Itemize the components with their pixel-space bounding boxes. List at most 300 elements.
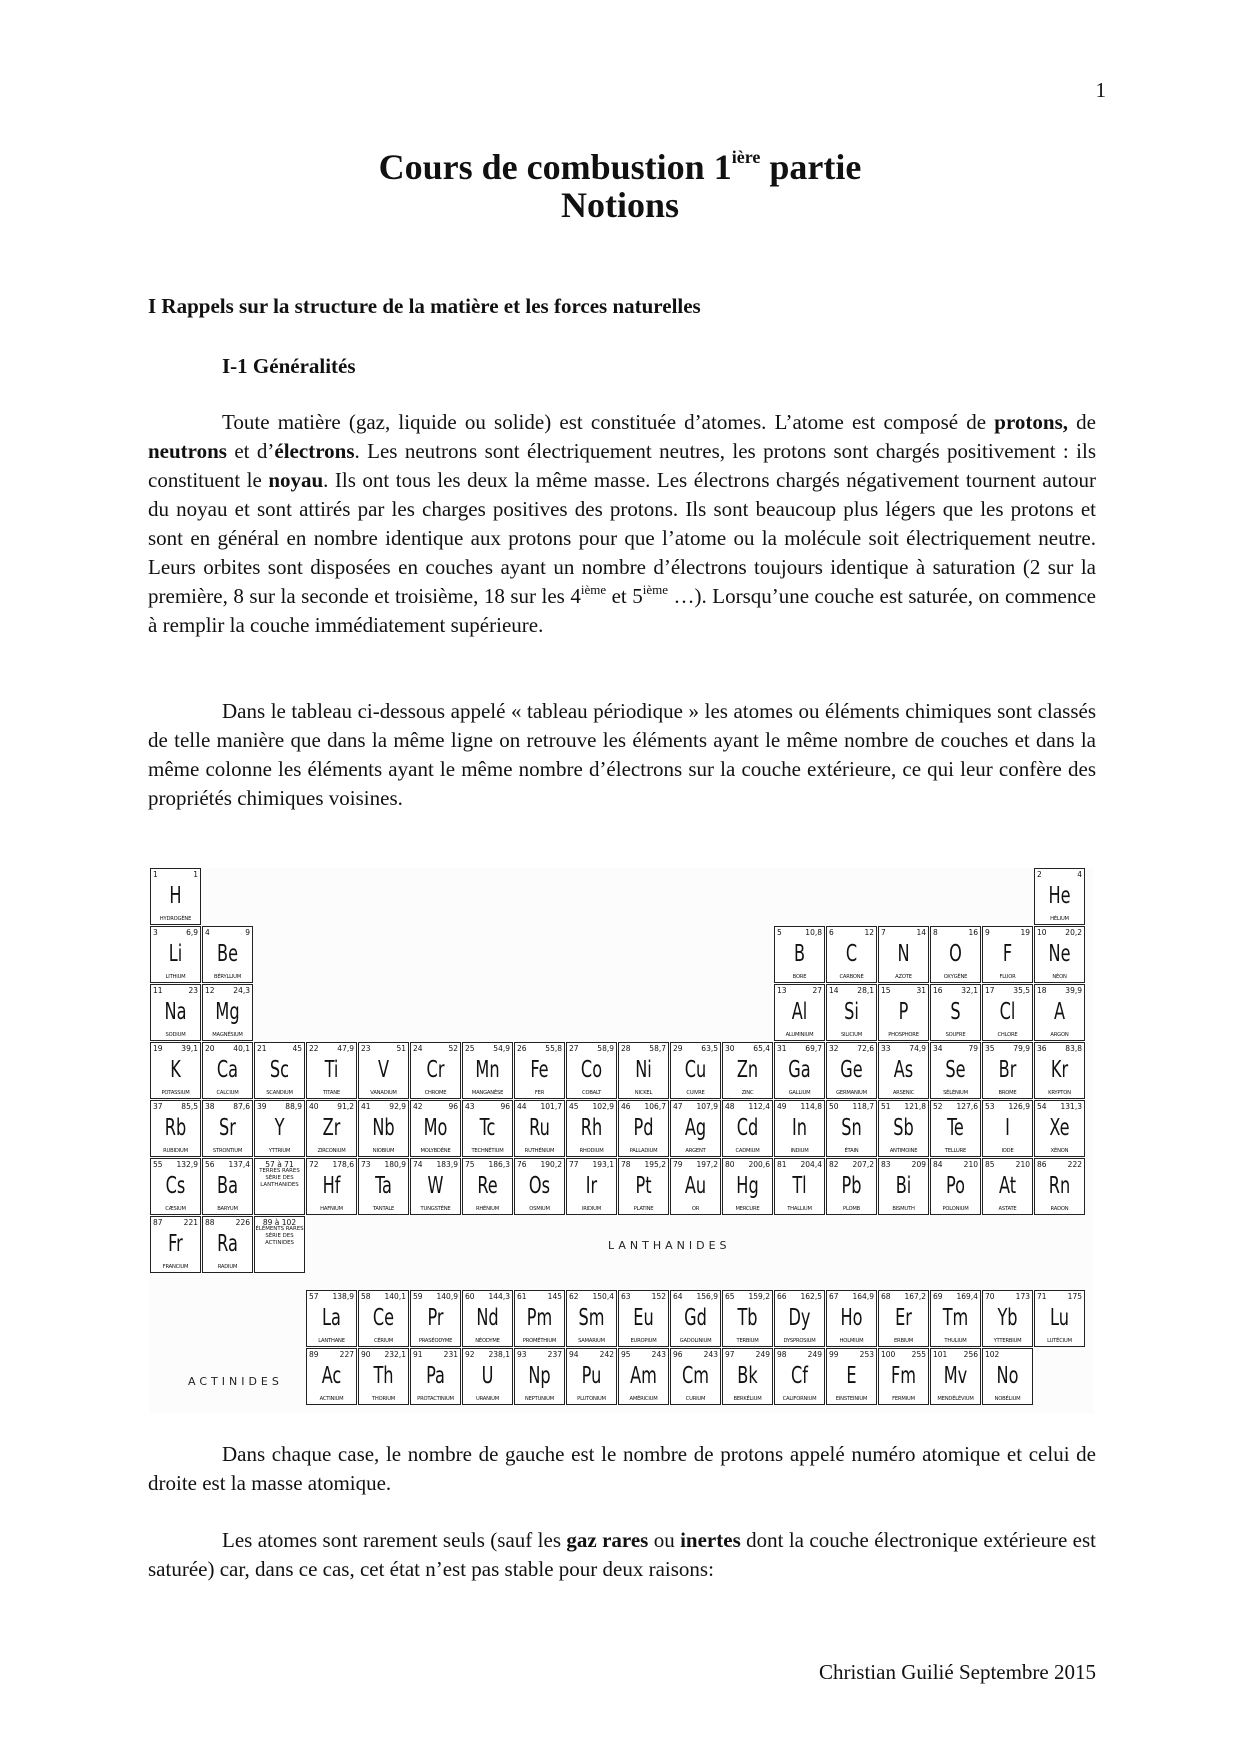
element-cell-na <box>150 984 201 1041</box>
element-cell-hg <box>722 1158 773 1215</box>
subsection-heading: I-1 Généralités <box>222 354 356 378</box>
atomic-number: 1 <box>153 870 158 879</box>
atomic-number: 38 <box>205 1102 215 1111</box>
element-cell-fe <box>514 1042 565 1099</box>
element-name: ARGON <box>1050 1032 1069 1038</box>
element-name: ASTATE <box>998 1206 1017 1212</box>
atomic-mass: 6,9 <box>186 928 198 937</box>
element-name: PHOSPHORE <box>888 1032 919 1038</box>
element-cell-ge <box>826 1042 877 1099</box>
element-cell-la <box>306 1290 357 1347</box>
element-cell-p <box>878 984 929 1041</box>
atomic-number: 13 <box>777 986 787 995</box>
series-note-text: ÉLÉMENTS RARES SÉRIE DES ACTINIDES <box>255 1226 304 1246</box>
element-symbol: Zr <box>322 1115 341 1141</box>
element-name: ARSENIC <box>892 1090 915 1096</box>
element-cell-ir <box>566 1158 617 1215</box>
element-name: TITANE <box>323 1090 340 1096</box>
atomic-number: 45 <box>569 1102 579 1111</box>
atomic-number: 16 <box>933 986 943 995</box>
atomic-mass: 83,8 <box>1065 1044 1082 1053</box>
atomic-mass: 209 <box>911 1160 926 1169</box>
element-cell-yb <box>982 1290 1033 1347</box>
atomic-number: 86 <box>1037 1160 1047 1169</box>
atomic-number: 62 <box>569 1292 579 1301</box>
atomic-mass: 85,5 <box>181 1102 198 1111</box>
element-symbol: Y <box>274 1115 285 1141</box>
atomic-mass: 232,1 <box>384 1350 406 1359</box>
atomic-mass: 91,2 <box>337 1102 354 1111</box>
atomic-number: 52 <box>933 1102 943 1111</box>
element-symbol: Li <box>168 941 183 967</box>
element-name: NIOBIUM <box>372 1148 395 1154</box>
element-symbol: Ni <box>635 1057 652 1083</box>
element-symbol: Tl <box>792 1173 807 1199</box>
atomic-mass: 74,9 <box>909 1044 926 1053</box>
element-name: TANTALE <box>372 1206 395 1212</box>
element-name: BISMUTH <box>892 1206 915 1212</box>
element-symbol: Pa <box>426 1363 445 1389</box>
element-symbol: Na <box>164 999 187 1025</box>
atomic-number: 64 <box>673 1292 683 1301</box>
element-name: CHLORE <box>997 1032 1018 1038</box>
element-symbol: K <box>170 1057 181 1083</box>
element-name: SILICIUM <box>840 1032 863 1038</box>
element-symbol: Am <box>630 1363 657 1389</box>
element-name: NOBÉLIUM <box>994 1396 1021 1402</box>
element-name: NEPTUNIUM <box>524 1396 555 1402</box>
atomic-number: 46 <box>621 1102 631 1111</box>
lanthanides-label: LANTHANIDES <box>608 1239 731 1252</box>
atomic-mass: 193,1 <box>592 1160 614 1169</box>
element-name: MENDÉLÉVIUM <box>937 1396 974 1402</box>
element-name: PROTACTINIUM <box>417 1396 454 1402</box>
element-cell-no <box>982 1348 1033 1405</box>
element-name: AMÉRICIUM <box>629 1396 658 1402</box>
element-name: LUTÉCIUM <box>1047 1338 1072 1344</box>
element-name: BÉRYLLIUM <box>213 974 242 980</box>
paragraph-cell-explanation: Dans chaque case, le nombre de gauche est le nombre de protons appelé numéro atomique et celui de droite est la masse atomique. <box>148 1442 1096 1495</box>
atomic-mass: 226 <box>235 1218 250 1227</box>
element-cell-tl <box>774 1158 825 1215</box>
element-name: CÉRIUM <box>373 1338 394 1344</box>
element-symbol: Fm <box>890 1363 917 1389</box>
element-cell-po <box>930 1158 981 1215</box>
element-name: CADMIUM <box>735 1148 760 1154</box>
atomic-mass: 256 <box>963 1350 978 1359</box>
element-cell-zr <box>306 1100 357 1157</box>
element-symbol: Pt <box>635 1173 652 1199</box>
element-symbol: Mn <box>475 1057 500 1083</box>
element-name: NÉON <box>1052 974 1067 980</box>
element-cell-tc <box>462 1100 513 1157</box>
element-symbol: Mg <box>215 999 240 1025</box>
element-name: RHODIUM <box>579 1148 604 1154</box>
atomic-number: 4 <box>205 928 210 937</box>
atomic-number: 66 <box>777 1292 787 1301</box>
element-cell-nd <box>462 1290 513 1347</box>
atomic-mass: 92,9 <box>389 1102 406 1111</box>
paragraph-periodic-table: Dans le tableau ci-dessous appelé « tableau périodique » les atomes ou éléments chimiques sont classés de telle manière que dans la même ligne on retrouve les éléments ayant le même nombre de couches et dans la même colonne les éléments ayant le même nombre d’électrons sur la couche extérieure, ce qui leur confère des propriétés chimiques voisines. <box>148 699 1096 810</box>
element-cell-au <box>670 1158 721 1215</box>
atomic-number: 9 <box>985 928 990 937</box>
atomic-mass: 51 <box>396 1044 406 1053</box>
element-name: TECHNÉTIUM <box>471 1148 504 1154</box>
element-name: CURIUM <box>685 1396 706 1402</box>
element-name: EUROPIUM <box>630 1338 657 1344</box>
atomic-mass: 23 <box>188 986 198 995</box>
element-name: LANTHANE <box>318 1338 345 1344</box>
atomic-mass: 96 <box>448 1102 458 1111</box>
series-range: 57 à 71 <box>265 1160 294 1169</box>
atomic-mass: 186,3 <box>488 1160 510 1169</box>
atomic-mass: 169,4 <box>956 1292 978 1301</box>
element-symbol: V <box>377 1057 390 1083</box>
atomic-number: 49 <box>777 1102 787 1111</box>
atomic-number: 6 <box>829 928 834 937</box>
atomic-mass: 45 <box>292 1044 302 1053</box>
atomic-mass: 180,9 <box>384 1160 406 1169</box>
element-symbol: Ho <box>840 1305 863 1331</box>
atomic-number: 36 <box>1037 1044 1047 1053</box>
atomic-number: 91 <box>413 1350 423 1359</box>
atomic-mass: 101,7 <box>540 1102 562 1111</box>
element-cell-nb <box>358 1100 409 1157</box>
element-cell-sr <box>202 1100 253 1157</box>
element-symbol: S <box>950 999 961 1025</box>
element-name: POLONIUM <box>942 1206 969 1212</box>
atomic-mass: 140,9 <box>436 1292 458 1301</box>
atomic-mass: 58,7 <box>649 1044 666 1053</box>
element-cell-n <box>878 926 929 983</box>
element-name: NÉODYME <box>475 1338 500 1344</box>
atomic-mass: 144,3 <box>488 1292 510 1301</box>
element-name: ACTINIUM <box>319 1396 344 1402</box>
atomic-mass: 243 <box>703 1350 718 1359</box>
element-symbol: In <box>792 1115 807 1141</box>
atomic-mass: 39,1 <box>181 1044 198 1053</box>
atomic-number: 72 <box>309 1160 319 1169</box>
atomic-number: 43 <box>465 1102 475 1111</box>
element-name: YTTRIUM <box>268 1148 291 1154</box>
atomic-mass: 200,6 <box>748 1160 770 1169</box>
element-symbol: No <box>996 1363 1019 1389</box>
atomic-mass: 87,6 <box>233 1102 250 1111</box>
atomic-mass: 126,9 <box>1008 1102 1030 1111</box>
element-symbol: Ra <box>217 1231 238 1257</box>
element-cell-u <box>462 1348 513 1405</box>
element-symbol: Pr <box>427 1305 444 1331</box>
element-symbol: Pb <box>841 1173 862 1199</box>
element-symbol: Ir <box>585 1173 598 1199</box>
element-name: HYDROGÈNE <box>159 916 192 922</box>
element-name: GERMANIUM <box>836 1090 867 1096</box>
element-name: TELLURE <box>944 1148 967 1154</box>
periodic-table <box>150 868 1094 1414</box>
element-name: CÆSIUM <box>165 1206 186 1212</box>
element-symbol: Sr <box>219 1115 236 1141</box>
element-cell-rn <box>1034 1158 1085 1215</box>
element-symbol: Cm <box>681 1363 710 1389</box>
atomic-mass: 32,1 <box>961 986 978 995</box>
element-cell-ag <box>670 1100 721 1157</box>
element-symbol: E <box>846 1363 857 1389</box>
atomic-number: 15 <box>881 986 891 995</box>
element-cell-e <box>826 1348 877 1405</box>
element-cell-be <box>202 926 253 983</box>
element-name: GALLIUM <box>788 1090 811 1096</box>
element-name: TERBIUM <box>736 1338 759 1344</box>
element-name: BERKÉLIUM <box>733 1396 762 1402</box>
element-cell-th <box>358 1348 409 1405</box>
element-name: CALCIUM <box>216 1090 239 1096</box>
element-cell-y <box>254 1100 305 1157</box>
element-cell-ne <box>1034 926 1085 983</box>
element-symbol: Sc <box>269 1057 290 1083</box>
element-symbol: Gd <box>684 1305 707 1331</box>
atomic-number: 63 <box>621 1292 631 1301</box>
atomic-number: 82 <box>829 1160 839 1169</box>
element-symbol: Xe <box>1049 1115 1070 1141</box>
element-symbol: Co <box>580 1057 603 1083</box>
element-cell-w <box>410 1158 461 1215</box>
atomic-mass: 58,9 <box>597 1044 614 1053</box>
atomic-number: 10 <box>1037 928 1047 937</box>
element-symbol: Be <box>216 941 239 967</box>
element-name: CHROME <box>424 1090 447 1096</box>
element-cell-cm <box>670 1348 721 1405</box>
element-symbol: Se <box>945 1057 966 1083</box>
element-name: VANADIUM <box>370 1090 397 1096</box>
element-symbol: Bi <box>895 1173 912 1199</box>
element-cell-a <box>1034 984 1085 1041</box>
atomic-number: 92 <box>465 1350 475 1359</box>
element-symbol: Ne <box>1048 941 1071 967</box>
title-line-1: Cours de combustion $1^{ière}$ partie <box>378 147 862 187</box>
element-symbol: Pm <box>526 1305 553 1331</box>
element-name: KRYPTON <box>1048 1090 1071 1096</box>
atomic-mass: 47,9 <box>337 1044 354 1053</box>
series-note-text: TERRES RARES SÉRIE DES LANTHANIDES <box>259 1168 300 1188</box>
atomic-number: 74 <box>413 1160 423 1169</box>
element-symbol: Kr <box>1050 1057 1069 1083</box>
element-name: MERCURE <box>735 1206 760 1212</box>
element-symbol: Sn <box>841 1115 862 1141</box>
atomic-mass: 255 <box>911 1350 926 1359</box>
element-cell-eu <box>618 1290 669 1347</box>
element-cell-cs <box>150 1158 201 1215</box>
atomic-mass: 222 <box>1067 1160 1082 1169</box>
atomic-number: 51 <box>881 1102 891 1111</box>
atomic-number: 11 <box>153 986 163 995</box>
element-symbol: Dy <box>788 1305 811 1331</box>
element-name: RUTHÉNIUM <box>524 1148 555 1154</box>
element-cell-pa <box>410 1348 461 1405</box>
element-name: IRIDIUM <box>581 1206 602 1212</box>
atomic-mass: 112,4 <box>748 1102 770 1111</box>
element-symbol: Ti <box>324 1057 339 1083</box>
element-cell-pm <box>514 1290 565 1347</box>
atomic-mass: 249 <box>755 1350 770 1359</box>
element-symbol: La <box>322 1305 341 1331</box>
element-name: NICKEL <box>634 1090 653 1096</box>
atomic-mass: 138,9 <box>332 1292 354 1301</box>
series-note-cell <box>254 1216 305 1273</box>
atomic-mass: 55,8 <box>545 1044 562 1053</box>
atomic-number: 53 <box>985 1102 995 1111</box>
element-name: GADOLINIUM <box>679 1338 712 1344</box>
element-symbol: Br <box>998 1057 1017 1083</box>
atomic-number: 37 <box>153 1102 163 1111</box>
element-cell-zn <box>722 1042 773 1099</box>
element-name: ZIRCONIUM <box>317 1148 346 1154</box>
element-cell-cf <box>774 1348 825 1405</box>
element-symbol: Te <box>947 1115 964 1141</box>
atomic-mass: 1 <box>193 870 198 879</box>
element-cell-sn <box>826 1100 877 1157</box>
element-symbol: Pd <box>633 1115 654 1141</box>
element-cell-f <box>982 926 1033 983</box>
atomic-number: 22 <box>309 1044 319 1053</box>
atomic-number: 54 <box>1037 1102 1047 1111</box>
atomic-mass: 207,2 <box>852 1160 874 1169</box>
element-cell-bi <box>878 1158 929 1215</box>
atomic-number: 70 <box>985 1292 995 1301</box>
element-cell-gd <box>670 1290 721 1347</box>
element-cell-rb <box>150 1100 201 1157</box>
element-symbol: Sm <box>578 1305 605 1331</box>
element-cell-ru <box>514 1100 565 1157</box>
element-name: ARGENT <box>685 1148 706 1154</box>
atomic-number: 35 <box>985 1044 995 1053</box>
element-symbol: Hg <box>736 1173 759 1199</box>
atomic-mass: 79 <box>968 1044 978 1053</box>
element-symbol: Cr <box>426 1057 445 1083</box>
element-symbol: Ge <box>840 1057 863 1083</box>
atomic-number: 47 <box>673 1102 683 1111</box>
element-symbol: Pu <box>581 1363 602 1389</box>
element-cell-v <box>358 1042 409 1099</box>
atomic-mass: 27 <box>812 986 822 995</box>
atomic-mass: 24,3 <box>233 986 250 995</box>
element-symbol: Os <box>528 1173 551 1199</box>
element-cell-at <box>982 1158 1033 1215</box>
atomic-number: 77 <box>569 1160 579 1169</box>
element-name: DYSPROSIUM <box>783 1338 816 1344</box>
atomic-number: 20 <box>205 1044 215 1053</box>
element-cell-mo <box>410 1100 461 1157</box>
atomic-mass: 28,1 <box>857 986 874 995</box>
atomic-number: 89 <box>309 1350 319 1359</box>
element-symbol: Eu <box>633 1305 654 1331</box>
atomic-number: 59 <box>413 1292 423 1301</box>
element-symbol: Sb <box>893 1115 914 1141</box>
atomic-number: 42 <box>413 1102 423 1111</box>
atomic-number: 69 <box>933 1292 943 1301</box>
element-name: CUIVRE <box>686 1090 705 1096</box>
element-cell-li <box>150 926 201 983</box>
element-name: PROMÉTHIUM <box>522 1338 557 1344</box>
element-name: FRANCIUM <box>162 1264 189 1270</box>
atomic-number: 99 <box>829 1350 839 1359</box>
element-symbol: Re <box>477 1173 498 1199</box>
element-name: OXYGÈNE <box>943 974 968 980</box>
atomic-mass: 156,9 <box>696 1292 718 1301</box>
element-symbol: Nb <box>372 1115 395 1141</box>
atomic-number: 27 <box>569 1044 579 1053</box>
element-symbol: Tb <box>737 1305 758 1331</box>
element-cell-he <box>1034 868 1085 925</box>
series-range: 89 à 102 <box>262 1218 297 1227</box>
element-name: COBALT <box>582 1090 601 1096</box>
element-symbol: C <box>845 941 858 967</box>
element-symbol: Rh <box>580 1115 603 1141</box>
atomic-mass: 9 <box>245 928 250 937</box>
element-cell-mn <box>462 1042 513 1099</box>
atomic-number: 5 <box>777 928 782 937</box>
atomic-number: 25 <box>465 1044 475 1053</box>
atomic-mass: 159,2 <box>748 1292 770 1301</box>
page-title <box>0 148 1240 225</box>
atomic-mass: 237 <box>547 1350 562 1359</box>
element-cell-lu <box>1034 1290 1085 1347</box>
atomic-number: 57 <box>309 1292 319 1301</box>
element-name: RUBIDIUM <box>163 1148 188 1154</box>
element-name: THULIUM <box>944 1338 967 1344</box>
atomic-number: 17 <box>985 986 995 995</box>
element-name: ANTIMOINE <box>889 1148 918 1154</box>
element-cell-br <box>982 1042 1033 1099</box>
element-name: OSMIUM <box>529 1206 550 1212</box>
element-name: FLUOR <box>999 974 1016 980</box>
element-symbol: Cs <box>165 1173 186 1199</box>
atomic-mass: 150,4 <box>592 1292 614 1301</box>
element-cell-ce <box>358 1290 409 1347</box>
element-cell-cd <box>722 1100 773 1157</box>
element-name: THALLIUM <box>787 1206 812 1212</box>
atomic-mass: 14 <box>916 928 926 937</box>
atomic-mass: 106,7 <box>644 1102 666 1111</box>
atomic-number: 68 <box>881 1292 891 1301</box>
atomic-number: 30 <box>725 1044 735 1053</box>
atomic-mass: 72,6 <box>857 1044 874 1053</box>
element-symbol: Ag <box>684 1115 707 1141</box>
element-name: SODIUM <box>165 1032 186 1038</box>
element-symbol: W <box>427 1173 444 1199</box>
element-symbol: Fr <box>168 1231 183 1257</box>
element-cell-ni <box>618 1042 669 1099</box>
element-symbol: Np <box>528 1363 551 1389</box>
element-name: PLOMB <box>843 1206 860 1212</box>
element-symbol: Ru <box>529 1115 550 1141</box>
element-cell-sc <box>254 1042 305 1099</box>
atomic-number: 87 <box>153 1218 163 1227</box>
element-cell-hf <box>306 1158 357 1215</box>
atomic-number: 80 <box>725 1160 735 1169</box>
element-symbol: Mo <box>423 1115 448 1141</box>
atomic-mass: 12 <box>864 928 874 937</box>
element-cell-kr <box>1034 1042 1085 1099</box>
element-name: IODE <box>1001 1148 1014 1154</box>
atomic-mass: 242 <box>599 1350 614 1359</box>
element-name: XÉNON <box>1050 1148 1069 1154</box>
atomic-mass: 4 <box>1077 870 1082 879</box>
element-name: ERBIUM <box>893 1338 914 1344</box>
atomic-number: 34 <box>933 1044 943 1053</box>
element-symbol: Th <box>373 1363 394 1389</box>
element-symbol: Cl <box>999 999 1016 1025</box>
element-cell-ca <box>202 1042 253 1099</box>
